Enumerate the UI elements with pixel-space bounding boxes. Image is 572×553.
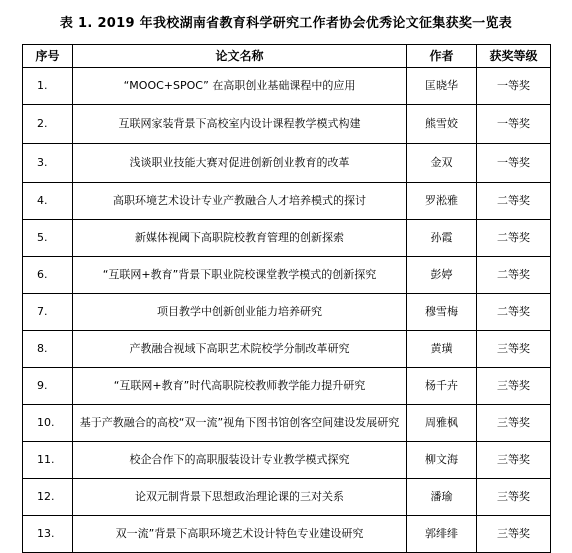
table-row	[23, 294, 551, 331]
award-grade: 一等奖	[477, 68, 551, 105]
author-name: 柳文海	[407, 442, 477, 479]
header-row	[23, 45, 551, 68]
paper-title: 新媒体视阈下高职院校教育管理的创新探索	[73, 220, 407, 257]
award-grade: 一等奖	[477, 105, 551, 144]
author-name: 彭婷	[407, 257, 477, 294]
award-grade: 三等奖	[477, 331, 551, 368]
table-body	[23, 68, 551, 553]
award-grade: 三等奖	[477, 368, 551, 405]
row-number: 8.	[23, 331, 73, 368]
award-grade: 二等奖	[477, 294, 551, 331]
header-title: 论文名称	[73, 45, 407, 68]
table-row	[23, 144, 551, 183]
award-grade: 三等奖	[477, 405, 551, 442]
table-row	[23, 331, 551, 368]
award-grade: 一等奖	[477, 144, 551, 183]
author-name: 潘瑜	[407, 479, 477, 516]
paper-title: 产教融合视域下高职艺术院校学分制改革研究	[73, 331, 407, 368]
row-number: 9.	[23, 368, 73, 405]
row-number: 6.	[23, 257, 73, 294]
paper-title: “MOOC+SPOC” 在高职创业基础课程中的应用	[73, 68, 407, 105]
author-name: 杨千卉	[407, 368, 477, 405]
author-name: 孙霞	[407, 220, 477, 257]
award-grade: 三等奖	[477, 442, 551, 479]
paper-title: 基于产教融合的高校“双一流”视角下图书馆创客空间建设发展研究	[73, 405, 407, 442]
author-name: 黄璜	[407, 331, 477, 368]
table-row	[23, 405, 551, 442]
table-row	[23, 442, 551, 479]
table-caption: 表 1. 2019 年我校湖南省教育科学研究工作者协会优秀论文征集获奖一览表	[59, 16, 513, 31]
paper-title: 互联网家装背景下高校室内设计课程教学模式构建	[73, 105, 407, 144]
paper-title: 浅谈职业技能大赛对促进创新创业教育的改革	[73, 144, 407, 183]
author-name: 罗淞雅	[407, 183, 477, 220]
row-number: 10.	[23, 405, 73, 442]
table-row	[23, 368, 551, 405]
author-name: 金双	[407, 144, 477, 183]
award-grade: 三等奖	[477, 479, 551, 516]
paper-title: 高职环境艺术设计专业产教融合人才培养模式的探讨	[73, 183, 407, 220]
award-grade: 二等奖	[477, 183, 551, 220]
table-row	[23, 516, 551, 553]
header-grade: 获奖等级	[477, 45, 551, 68]
header-no: 序号	[23, 45, 73, 68]
row-number: 13.	[23, 516, 73, 553]
author-name: 周雅枫	[407, 405, 477, 442]
paper-title: “互联网+教育”时代高职院校教师教学能力提升研究	[73, 368, 407, 405]
award-grade: 二等奖	[477, 257, 551, 294]
row-number: 7.	[23, 294, 73, 331]
award-grade: 三等奖	[477, 516, 551, 553]
award-grade: 二等奖	[477, 220, 551, 257]
table-row	[23, 220, 551, 257]
table-row	[23, 183, 551, 220]
row-number: 5.	[23, 220, 73, 257]
row-number: 2.	[23, 105, 73, 144]
header-author: 作者	[407, 45, 477, 68]
row-number: 1.	[23, 68, 73, 105]
paper-title: 校企合作下的高职服装设计专业教学模式探究	[73, 442, 407, 479]
table-header	[23, 45, 551, 68]
table-row	[23, 257, 551, 294]
row-number: 3.	[23, 144, 73, 183]
row-number: 12.	[23, 479, 73, 516]
row-number: 11.	[23, 442, 73, 479]
table-row	[23, 479, 551, 516]
author-name: 匡晓华	[407, 68, 477, 105]
table-row	[23, 68, 551, 105]
author-name: 穆雪梅	[407, 294, 477, 331]
paper-title: 双一流”背景下高职环境艺术设计特色专业建设研究	[73, 516, 407, 553]
table-row	[23, 105, 551, 144]
author-name: 郭绯绯	[407, 516, 477, 553]
paper-title: “互联网+教育”背景下职业院校课堂教学模式的创新探究	[73, 257, 407, 294]
paper-title: 项目教学中创新创业能力培养研究	[73, 294, 407, 331]
paper-title: 论双元制背景下思想政治理论课的三对关系	[73, 479, 407, 516]
award-table	[22, 44, 551, 553]
author-name: 熊雪姣	[407, 105, 477, 144]
row-number: 4.	[23, 183, 73, 220]
